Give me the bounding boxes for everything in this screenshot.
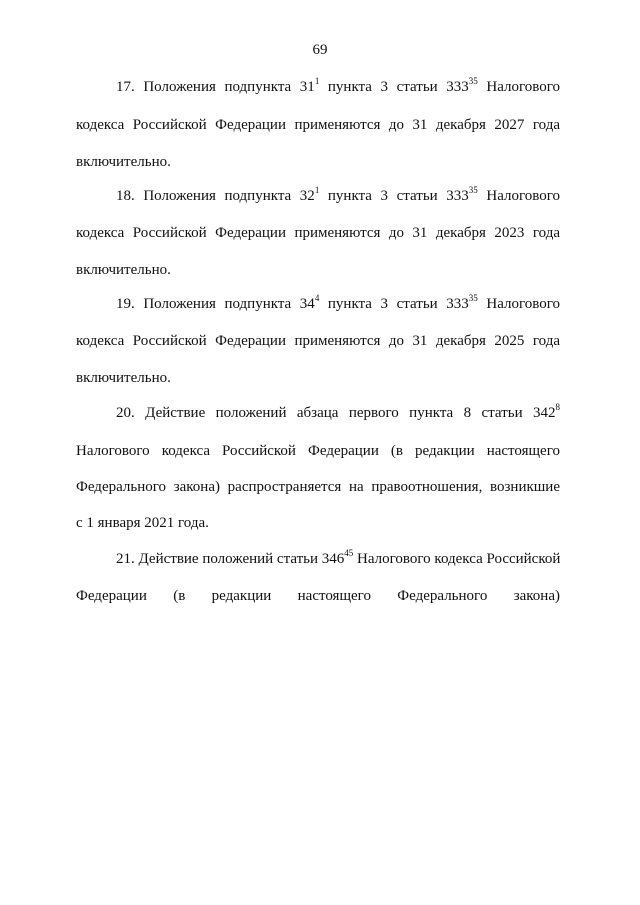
item-18-line-3: включительно. (76, 262, 171, 278)
item-18-line-2: кодекса Российской Федерации применяются до 31 декабря 2023 года (76, 225, 560, 241)
item-18-line-1: 18. Положения подпункта $32^1$ пункта 3 статьи $333^{35}$ Налогового (116, 185, 561, 204)
item-number: 20. (116, 405, 135, 421)
item-19-line-1: 19. Положения подпункта $34^4$ пункта 3 статьи $333^{35}$ Налогового (116, 293, 561, 312)
item-number: 19. (116, 296, 135, 312)
page-number: 69 (312, 42, 328, 58)
item-20-line-3: Федерального закона) распространяется на правоотношения, возникшие (76, 479, 560, 495)
item-19-line-3: включительно. (76, 370, 171, 386)
item-number: 17. (116, 79, 135, 95)
item-21-line-2: Федерации (в редакции настоящего Федерального закона) (76, 588, 560, 604)
item-17-line-2: кодекса Российской Федерации применяются до 31 декабря 2027 года (76, 117, 560, 133)
item-17-line-1: 17. Положения подпункта $31^1$ пункта 3 статьи $333^{35}$ Налогового (116, 76, 561, 95)
item-20-line-1: 20. Действие положений абзаца первого пункта 8 статьи $342^8$ (116, 402, 561, 421)
item-21-line-1: 21. Действие положений статьи $346^{45}$ Налогового кодекса Российской (116, 548, 561, 567)
item-20-line-4: с 1 января 2021 года. (76, 515, 209, 531)
item-number: 21. (116, 551, 135, 567)
item-20-line-2: Налогового кодекса Российской Федерации (в редакции настоящего (76, 443, 560, 459)
item-19-line-2: кодекса Российской Федерации применяются до 31 декабря 2025 года (76, 333, 560, 349)
item-number: 18. (116, 188, 135, 204)
item-17-line-3: включительно. (76, 154, 171, 170)
